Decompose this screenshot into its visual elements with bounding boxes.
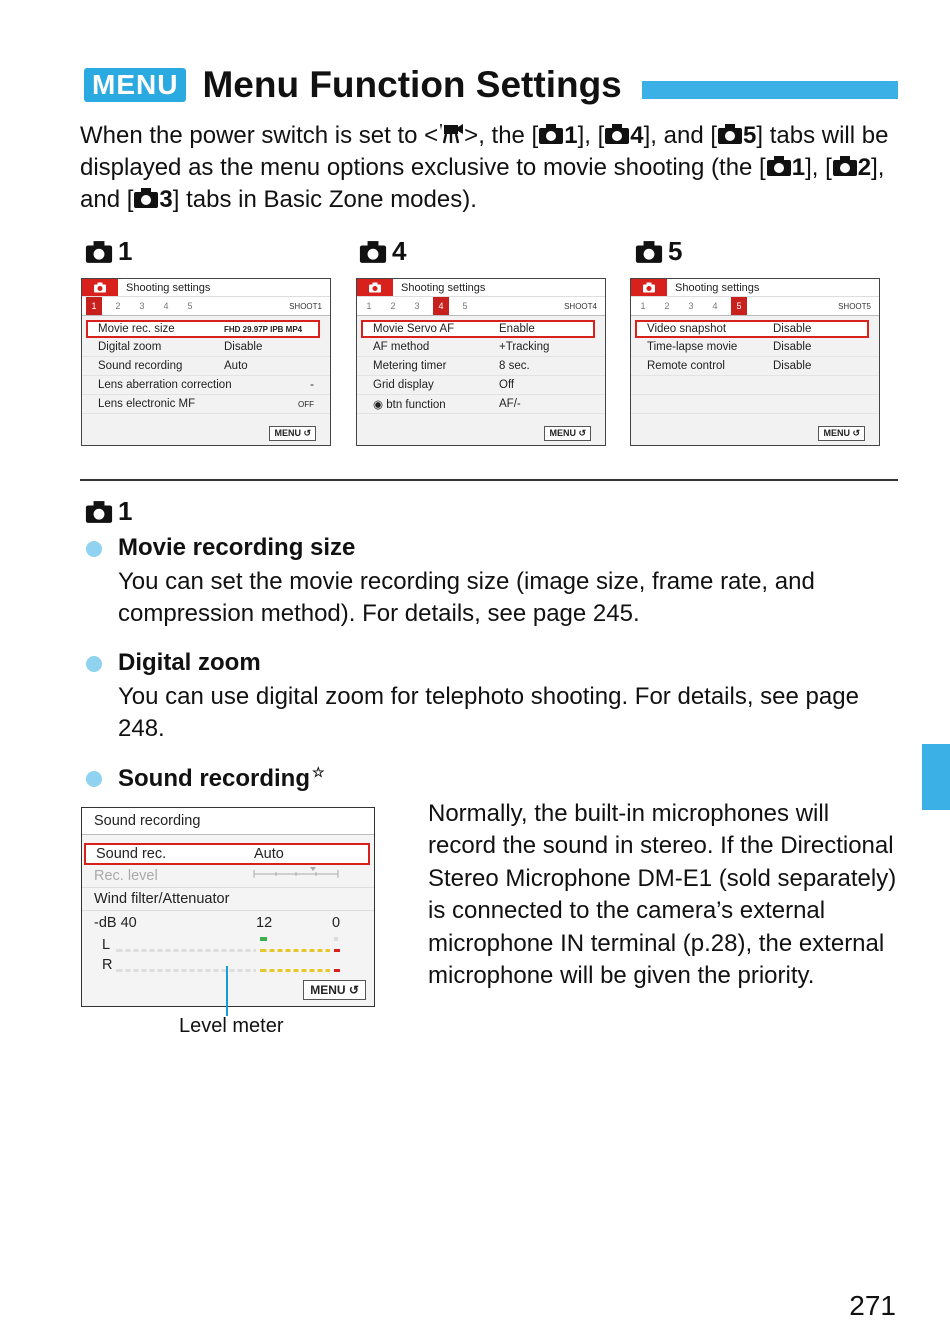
camera-tab-icon <box>358 240 388 264</box>
tab-3[interactable]: 3 <box>414 301 420 311</box>
menu-row-time-lapse[interactable]: Time-lapse movie Disable <box>631 338 879 357</box>
magnify-icon: ◉ <box>373 399 387 411</box>
menu-row-rec-level[interactable]: Rec. level <box>82 865 374 888</box>
bullet-icon <box>86 541 102 557</box>
sound-recording-screen: Sound recording Sound rec. Auto Rec. level Wind filter/Attenuator -dB 40 12 0 L R MENU ↺ <box>81 807 375 1007</box>
camera-tab-icon <box>604 123 630 145</box>
rec-level-slider <box>252 865 342 879</box>
menu-row-wind-filter[interactable]: Wind filter/Attenuator <box>82 888 374 911</box>
menu-row-lens-electronic-mf[interactable]: Lens electronic MF OFF <box>82 395 330 414</box>
tab-1[interactable]: 1 <box>640 301 646 311</box>
menu-back-button[interactable]: MENU ↺ <box>303 980 366 1000</box>
menu-row-btn-function[interactable]: ◉ btn function AF/- <box>357 395 605 414</box>
camera-tab-icon <box>538 123 564 145</box>
tab-heading-4: 4 <box>358 236 406 267</box>
menu-row-digital-zoom[interactable]: Digital zoom Disable <box>82 338 330 357</box>
bullet-icon <box>86 771 102 787</box>
menu-row-movie-servo-af[interactable]: Movie Servo AF Enable <box>361 320 595 338</box>
camera-tab-icon <box>84 240 114 264</box>
tab-5[interactable]: 5 <box>187 301 193 311</box>
level-meter: -dB 40 12 0 L R <box>82 911 374 991</box>
menu-screen-shoot5: Shooting settings 1 2 3 4 5 SHOOT5 Video snapshot Disable Time-lapse movie Disable Remote control Disable MENU ↺ <box>630 278 880 446</box>
camera-tab-icon <box>766 155 792 177</box>
tab-3[interactable]: 3 <box>688 301 694 311</box>
menu-row-movie-rec-size[interactable]: Movie rec. size FHD 29.97P IPB MP4 <box>86 320 320 338</box>
tab-5[interactable]: 5 <box>462 301 468 311</box>
tab-3[interactable]: 3 <box>139 301 145 311</box>
camera-tab-icon <box>133 187 159 209</box>
camera-icon <box>631 279 667 296</box>
menu-row-grid-display[interactable]: Grid display Off <box>357 376 605 395</box>
tab-2[interactable]: 2 <box>390 301 396 311</box>
camera-icon <box>357 279 393 296</box>
menu-back-button[interactable]: MENU ↺ <box>818 426 865 441</box>
tab-2[interactable]: 2 <box>664 301 670 311</box>
tab-heading-5: 5 <box>634 236 682 267</box>
tab-1[interactable]: 1 <box>366 301 372 311</box>
menu-back-button[interactable]: MENU ↺ <box>269 426 316 441</box>
camera-tab-icon <box>634 240 664 264</box>
menu-row-video-snapshot[interactable]: Video snapshot Disable <box>635 320 869 338</box>
camera-tab-icon <box>717 123 743 145</box>
camera-tab-icon <box>84 500 114 524</box>
tab-heading-1: 1 <box>84 236 132 267</box>
menu-badge: MENU <box>84 68 186 102</box>
sound-recording-description: Normally, the built-in microphones will record the sound in stereo. If the Directional Stereo Microphone DM-E1 (sold separately) is connected to the camera’s external microphone IN terminal (p.28), the external microphone will be given the priority. <box>428 800 897 990</box>
menu-back-button[interactable]: MENU ↺ <box>544 426 591 441</box>
tab-4[interactable]: 4 <box>433 297 449 315</box>
tab-1[interactable]: 1 <box>86 297 102 315</box>
tab-2[interactable]: 2 <box>115 301 121 311</box>
caption-pointer-line <box>224 966 230 1016</box>
tab-5[interactable]: 5 <box>731 297 747 315</box>
level-meter-bars <box>116 935 346 979</box>
bullet-icon <box>86 656 102 672</box>
camera-icon <box>82 279 118 296</box>
chapter-side-tab <box>922 744 950 810</box>
page-title: Menu Function Settings <box>202 64 622 105</box>
menu-row-af-method[interactable]: AF method +Tracking <box>357 338 605 357</box>
level-meter-caption: Level meter <box>179 1015 284 1037</box>
page-number: 271 <box>849 1290 896 1321</box>
star-icon: ☆ <box>312 764 325 780</box>
tab-4[interactable]: 4 <box>712 301 718 311</box>
menu-row-remote-control[interactable]: Remote control Disable <box>631 357 879 376</box>
section-divider <box>80 479 898 481</box>
title-accent-bar <box>642 81 898 99</box>
menu-screen-shoot1: Shooting settings 1 2 3 4 5 SHOOT1 Movie rec. size FHD 29.97P IPB MP4 Digital zoom Disable Sound recording Auto Lens aberration correction - Lens electronic MF OFF MENU ↺ <box>81 278 331 446</box>
tab-4[interactable]: 4 <box>163 301 169 311</box>
section-heading-tab-1: 1 <box>84 496 132 527</box>
menu-row-sound-recording[interactable]: Sound recording Auto <box>82 357 330 376</box>
menu-row-metering-timer[interactable]: Metering timer 8 sec. <box>357 357 605 376</box>
movie-camera-icon <box>438 123 464 145</box>
camera-tab-icon <box>832 155 858 177</box>
intro-paragraph: When the power switch is set to < >, the [ 1], [ 4], and [ 5] tabs will be displayed as the menu options exclusive to movie shooting (the [ 1], [ 2], and [ 3] tabs in Basic Zone modes). <box>80 122 889 213</box>
menu-row-lens-aberration[interactable]: Lens aberration correction - <box>82 376 330 395</box>
menu-row-sound-rec[interactable]: Sound rec. Auto <box>84 843 370 865</box>
menu-screen-shoot4: Shooting settings 1 2 3 4 5 SHOOT4 Movie Servo AF Enable AF method +Tracking Metering timer 8 sec. Grid display Off ◉ btn function AF/- MENU ↺ <box>356 278 606 446</box>
page-header <box>84 62 898 108</box>
